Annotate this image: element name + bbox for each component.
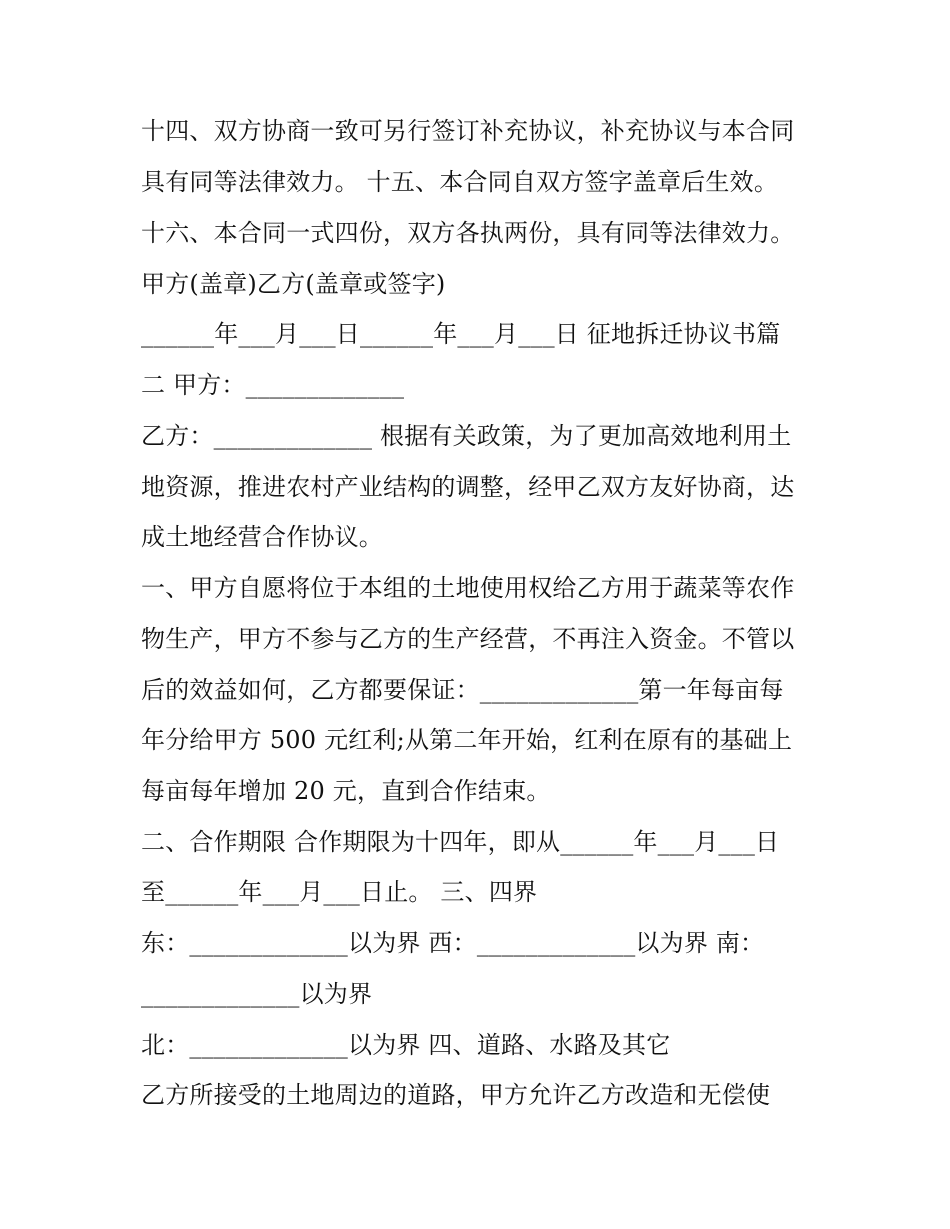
text-line: 后的效益如何，乙方都要保证：_____________第一年每亩每 <box>141 676 784 704</box>
text-line: 东：_____________以为界 西：_____________以为界 南： <box>141 929 765 957</box>
text-line: 年分给甲方 500 元红利;从第二年开始，红利在原有的基础上 <box>141 726 793 754</box>
text-line: 具有同等法律效力。 十五、本合同自双方签字盖章后生效。 <box>141 168 779 196</box>
text-line: 物生产，甲方不参与乙方的生产经营，不再注入资金。不管以 <box>141 625 795 653</box>
text-line: 二 甲方：_____________ <box>141 371 405 399</box>
text-line: 每亩每年增加 20 元，直到合作结束。 <box>141 777 551 805</box>
text-line: 二、合作期限 合作期限为十四年，即从______年___月___日 <box>141 828 780 856</box>
text-line: 乙方：_____________ 根据有关政策，为了更加高效地利用土 <box>141 422 792 450</box>
text-line: 十六、本合同一式四份，双方各执两份，具有同等法律效力。 <box>141 219 795 247</box>
text-line: 成土地经营合作协议。 <box>141 523 383 551</box>
text-line: 十四、双方协商一致可另行签订补充协议，补充协议与本合同 <box>141 117 795 145</box>
text-line: 乙方所接受的土地周边的道路，甲方允许乙方改造和无偿使 <box>141 1081 771 1109</box>
text-line: 甲方(盖章)乙方(盖章或签字) <box>141 270 446 298</box>
text-line: 地资源，推进农村产业结构的调整，经甲乙双方友好协商，达 <box>141 473 795 501</box>
text-line: _____________以为界 <box>141 980 373 1008</box>
text-line: 一、甲方自愿将位于本组的土地使用权给乙方用于蔬菜等农作 <box>141 574 795 602</box>
text-line: ______年___月___日______年___月___日 征地拆迁协议书篇 <box>141 320 781 348</box>
text-line: 至______年___月___日止。 三、四界 <box>141 878 538 906</box>
text-line: 北：_____________以为界 四、道路、水路及其它 <box>141 1031 671 1059</box>
